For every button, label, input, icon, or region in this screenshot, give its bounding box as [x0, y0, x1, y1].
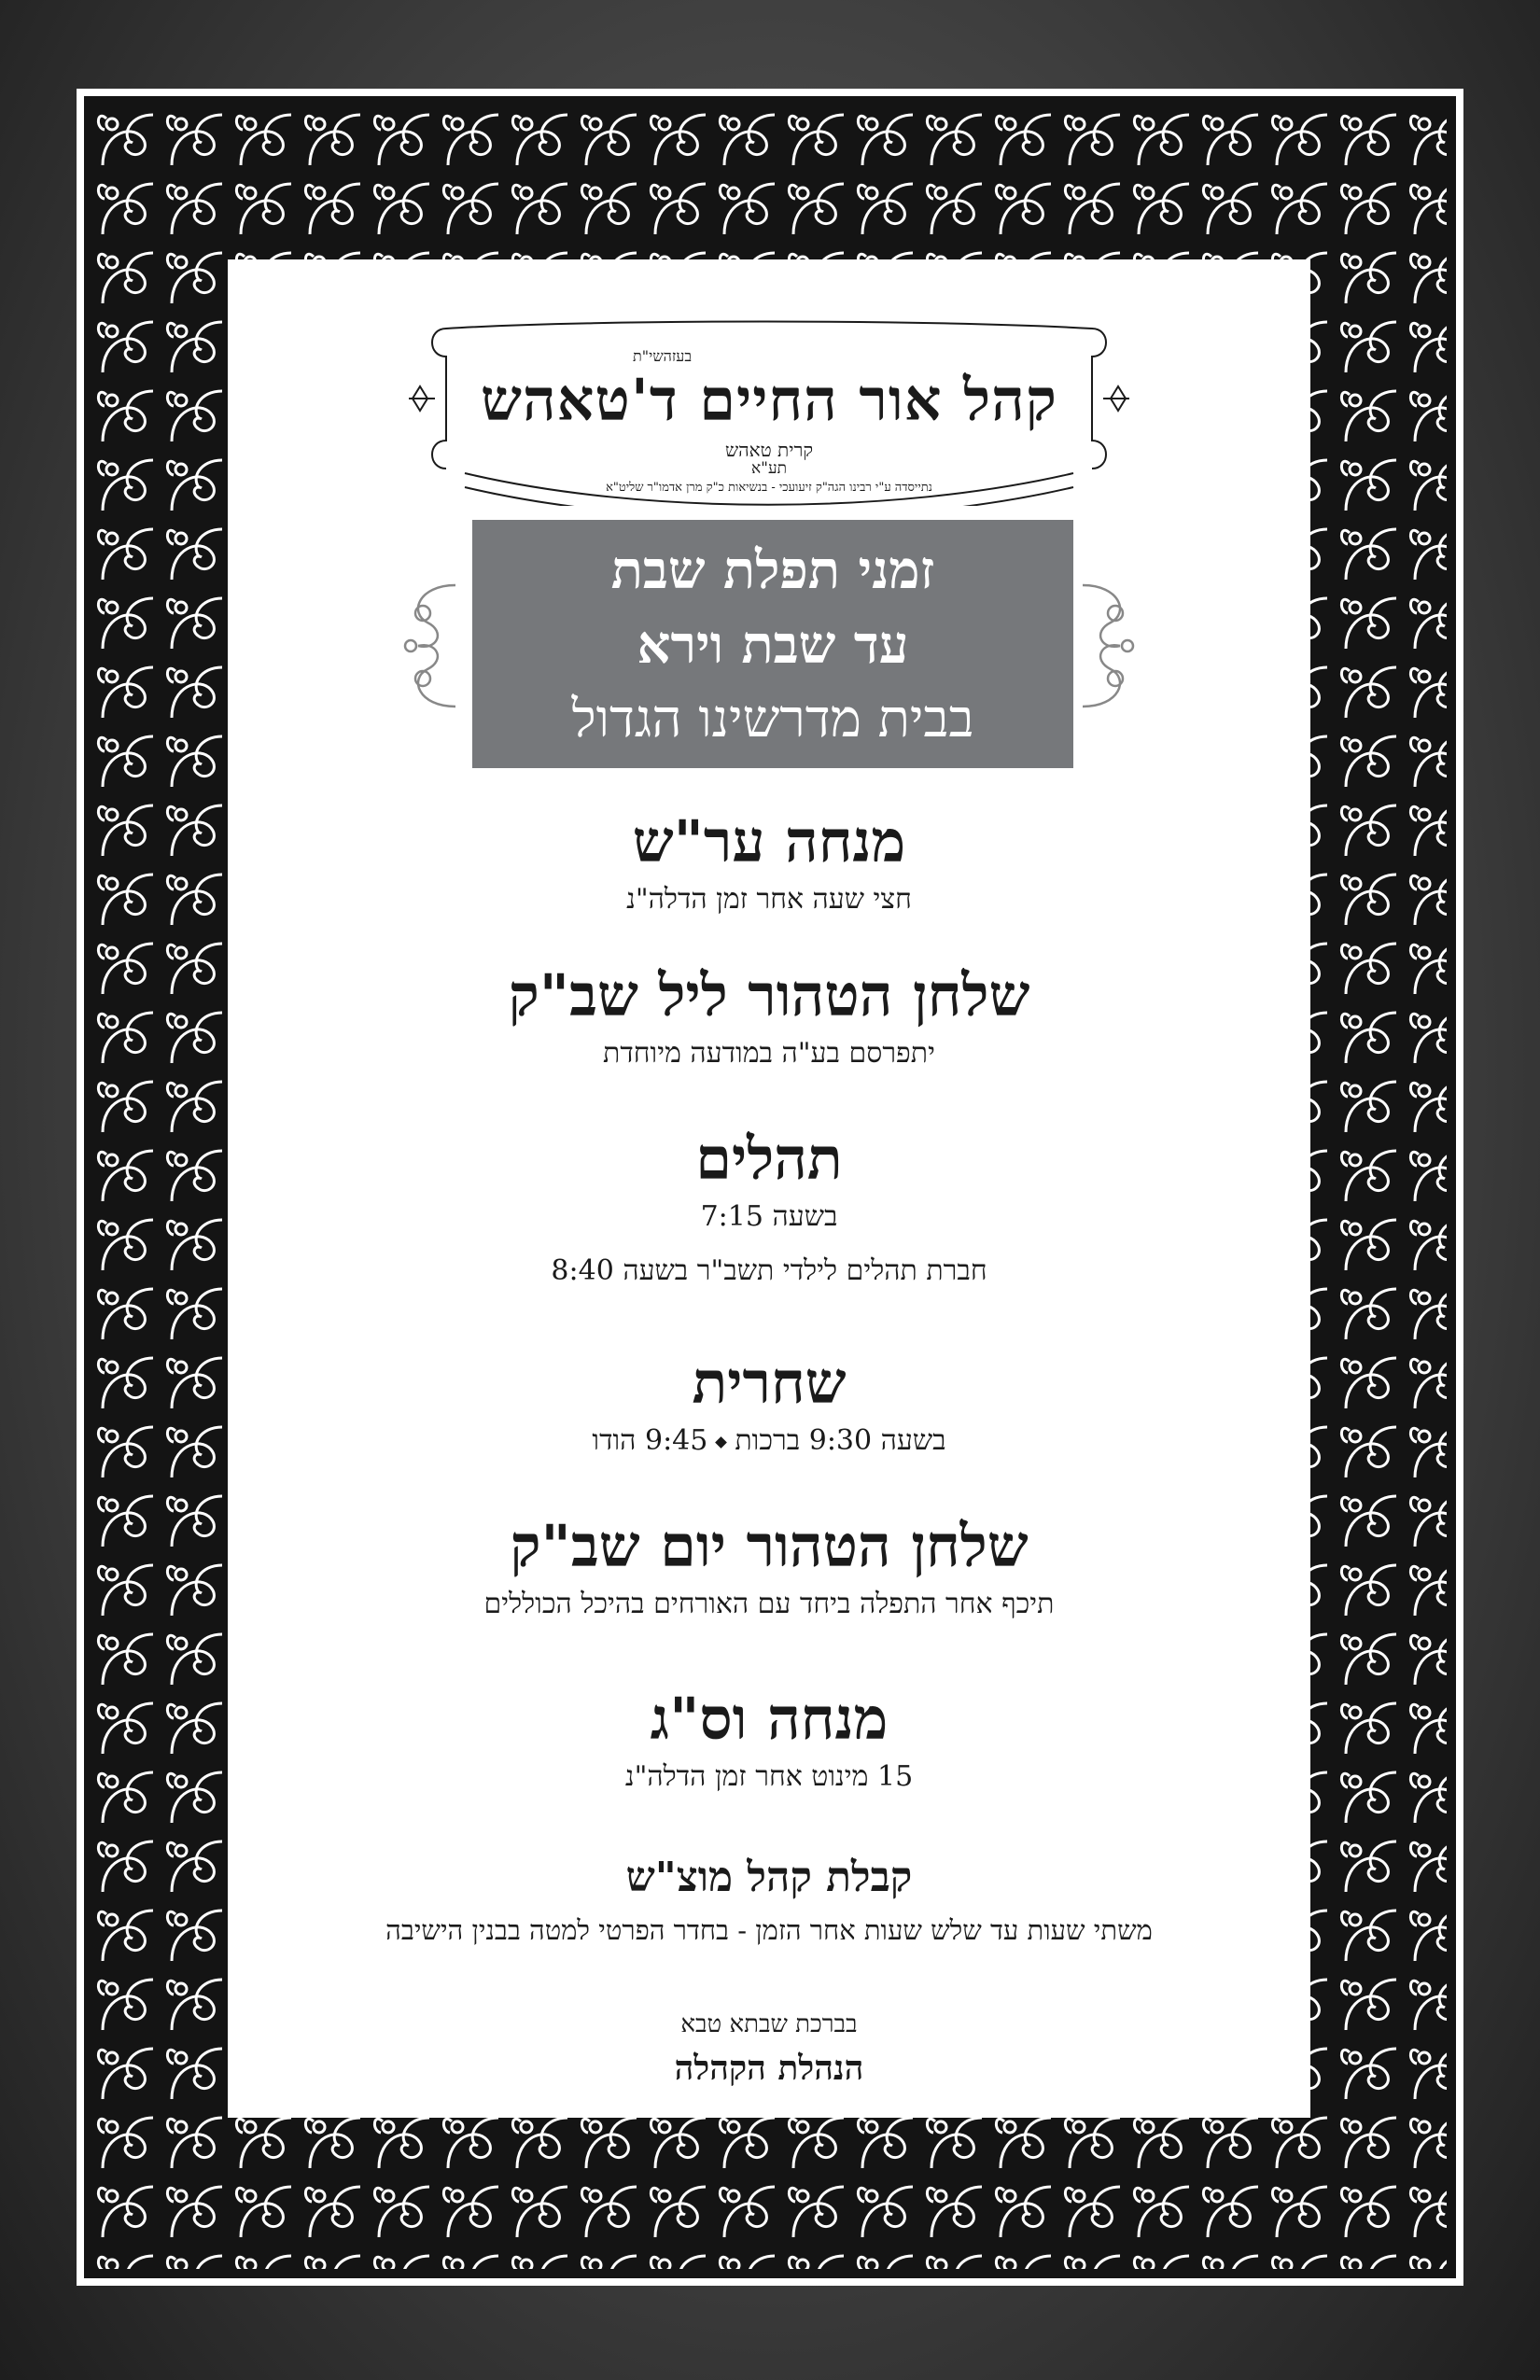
- kabbalas-kahal-title: קבלת קהל מוצ"ש: [625, 1854, 913, 1901]
- shulchan-yom-title: שלחן הטהור יום שב"ק: [510, 1512, 1029, 1580]
- shulchan-leil-note: יתפרסם בע"ה במודעה מיוחדת: [603, 1037, 935, 1070]
- mincha-shabbos-title: מנחה וס"ג: [650, 1685, 889, 1753]
- footer-signature: הנהלת הקהלה: [674, 2049, 864, 2088]
- banner-location: בבית מדרשינו הגדול: [571, 689, 974, 749]
- diamond-separator-icon: [715, 1436, 727, 1449]
- footer-blessing: בברכת שבתא טבא: [680, 2010, 858, 2038]
- footer: [231, 2004, 1307, 2092]
- tehilim-title: תהלים: [695, 1125, 843, 1193]
- shacharis-brachos: בשעה 9:30 ברכות: [735, 1424, 946, 1457]
- shulchan-leil-title: שלחן הטהור ליל שב"ק: [508, 961, 1030, 1029]
- shulchan-yom-note: תיכף אחר התפלה ביחד עם האורחים בהיכל הכוללים: [483, 1588, 1055, 1620]
- kabbalas-kahal-note: משתי שעות עד שלש שעות אחר הזמן - בחדר הפרטי למטה בבנין הישיבה: [385, 1914, 1153, 1946]
- mincha-shabbos-note: 15 מינוט אחר זמן הדלה"נ: [624, 1760, 914, 1793]
- flourish-right-icon: [1073, 576, 1139, 716]
- shacharis-hodu: 9:45 הודו: [592, 1424, 708, 1457]
- mincha-erev-note: חצי שעה אחר זמן הדלה"נ: [626, 883, 912, 916]
- tehilim-time: בשעה 7:15: [700, 1200, 838, 1233]
- section-mincha-shabbos: [231, 1682, 1307, 1798]
- banner-until: עד שבת וירא: [637, 614, 909, 676]
- banner-title: זמני תפלת שבת: [610, 539, 935, 601]
- mincha-erev-title: מנחה ער"ש: [632, 807, 906, 875]
- section-tehilim: [231, 1122, 1307, 1292]
- logo-year: תע"א: [750, 459, 787, 478]
- congregation-logo: [409, 301, 1129, 495]
- section-kabbalas-kahal: [231, 1850, 1307, 1951]
- flourish-left-icon: [399, 576, 465, 716]
- title-banner-wrap: [399, 520, 1139, 772]
- congregation-name: קהל אור החיים ד'טאהש: [481, 366, 1057, 434]
- tehilim-note: חברת תהלים לילדי תשב"ר בשעה 8:40: [551, 1254, 987, 1287]
- shacharis-title: שחרית: [692, 1349, 847, 1417]
- section-shulchan-yom: [231, 1509, 1307, 1625]
- shacharis-times: [231, 1421, 1307, 1462]
- section-shulchan-leil: [231, 959, 1307, 1074]
- section-shacharis: [231, 1346, 1307, 1462]
- logo-top-abbrev: בעזהשי"ת: [633, 347, 693, 365]
- title-banner: [472, 520, 1073, 768]
- logo-place: קרית טאהש: [724, 439, 814, 461]
- section-mincha-erev: [231, 805, 1307, 920]
- notice-content: [231, 263, 1307, 2114]
- logo-founding-text: נתייסדה ע"י רבינו הגה"ק זיעועכי - בנשיאות כ"ק מרן אדמו"ר שליט"א: [606, 481, 932, 495]
